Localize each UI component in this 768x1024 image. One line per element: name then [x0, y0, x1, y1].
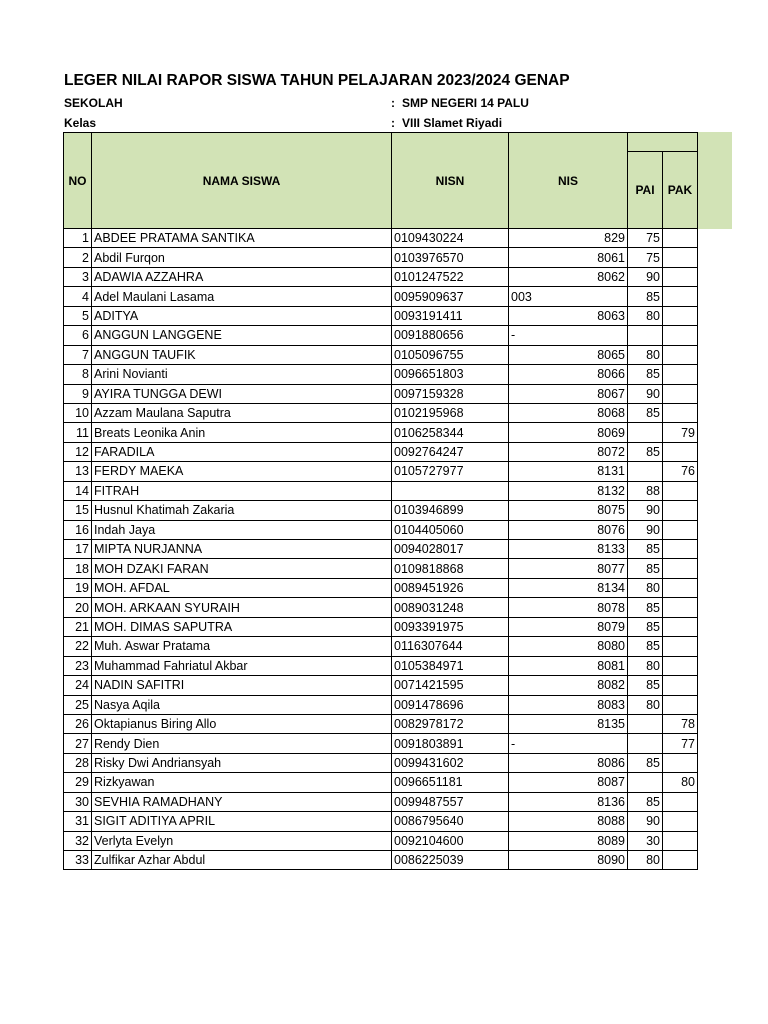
- nis-cell: 8082: [509, 676, 628, 695]
- nisn-cell: 0092764247: [392, 442, 509, 461]
- nis-cell: 8077: [509, 559, 628, 578]
- column-header-nisn: NISN: [392, 133, 509, 229]
- student-name-cell: Husnul Khatimah Zakaria: [92, 501, 392, 520]
- table-row: [64, 656, 698, 675]
- pai-score-cell: 80: [628, 656, 663, 675]
- row-number-cell: 1: [64, 229, 92, 248]
- row-number-cell: 12: [64, 442, 92, 461]
- pai-score-cell: [628, 734, 663, 753]
- table-row: [64, 306, 698, 325]
- student-name-cell: FITRAH: [92, 481, 392, 500]
- pai-score-cell: 85: [628, 753, 663, 772]
- pak-score-cell: [663, 540, 698, 559]
- nis-cell: 8063: [509, 306, 628, 325]
- table-row: [64, 812, 698, 831]
- row-number-cell: 29: [64, 773, 92, 792]
- nis-cell: 8076: [509, 520, 628, 539]
- student-name-cell: Risky Dwi Andriansyah: [92, 753, 392, 772]
- student-name-cell: Muh. Aswar Pratama: [92, 637, 392, 656]
- pai-score-cell: 90: [628, 384, 663, 403]
- pak-score-cell: [663, 559, 698, 578]
- pak-score-cell: [663, 578, 698, 597]
- class-colon: :: [391, 116, 395, 130]
- nisn-cell: 0092104600: [392, 831, 509, 850]
- row-number-cell: 20: [64, 598, 92, 617]
- nisn-cell: 0091478696: [392, 695, 509, 714]
- row-number-cell: 6: [64, 326, 92, 345]
- nis-cell: -: [509, 326, 628, 345]
- nis-cell: 8069: [509, 423, 628, 442]
- student-name-cell: ADAWIA AZZAHRA: [92, 267, 392, 286]
- student-name-cell: ANGGUN TAUFIK: [92, 345, 392, 364]
- pai-score-cell: 90: [628, 812, 663, 831]
- school-value-line: [391, 96, 529, 110]
- pai-score-cell: 80: [628, 578, 663, 597]
- table-row: [64, 714, 698, 733]
- nis-cell: 8065: [509, 345, 628, 364]
- pai-score-cell: 85: [628, 676, 663, 695]
- pak-score-cell: [663, 345, 698, 364]
- pak-score-cell: [663, 753, 698, 772]
- table-row: [64, 578, 698, 597]
- table-row: [64, 248, 698, 267]
- table-row: [64, 345, 698, 364]
- pak-score-cell: [663, 267, 698, 286]
- student-name-cell: Oktapianus Biring Allo: [92, 714, 392, 733]
- nisn-cell: 0109818868: [392, 559, 509, 578]
- student-name-cell: Abdil Furqon: [92, 248, 392, 267]
- nis-cell: 8135: [509, 714, 628, 733]
- nisn-cell: [392, 481, 509, 500]
- nisn-cell: 0089031248: [392, 598, 509, 617]
- pai-score-cell: 85: [628, 559, 663, 578]
- class-value-line: [391, 116, 502, 130]
- pak-score-cell: [663, 520, 698, 539]
- nisn-cell: 0094028017: [392, 540, 509, 559]
- student-name-cell: MIPTA NURJANNA: [92, 540, 392, 559]
- pai-score-cell: [628, 714, 663, 733]
- pak-score-cell: [663, 656, 698, 675]
- row-number-cell: 14: [64, 481, 92, 500]
- pai-score-cell: 85: [628, 598, 663, 617]
- row-number-cell: 2: [64, 248, 92, 267]
- pai-score-cell: 85: [628, 287, 663, 306]
- nis-cell: 8090: [509, 851, 628, 870]
- pak-score-cell: [663, 617, 698, 636]
- row-number-cell: 24: [64, 676, 92, 695]
- table-row: [64, 734, 698, 753]
- student-name-cell: NADIN SAFITRI: [92, 676, 392, 695]
- table-row: [64, 384, 698, 403]
- table-row: [64, 326, 698, 345]
- pai-score-cell: 85: [628, 365, 663, 384]
- table-body: [64, 229, 698, 870]
- table-row: [64, 831, 698, 850]
- column-header-no: NO: [64, 133, 92, 229]
- pak-score-cell: [663, 501, 698, 520]
- nis-cell: 8061: [509, 248, 628, 267]
- nis-cell: -: [509, 734, 628, 753]
- pak-score-cell: [663, 365, 698, 384]
- nis-cell: 8078: [509, 598, 628, 617]
- table-row: [64, 617, 698, 636]
- nis-cell: 8080: [509, 637, 628, 656]
- table-row: [64, 403, 698, 422]
- student-name-cell: ABDEE PRATAMA SANTIKA: [92, 229, 392, 248]
- nisn-cell: 0105384971: [392, 656, 509, 675]
- pak-score-cell: [663, 695, 698, 714]
- table-row: [64, 423, 698, 442]
- pak-score-cell: [663, 403, 698, 422]
- pai-score-cell: [628, 462, 663, 481]
- table-row: [64, 676, 698, 695]
- nisn-cell: 0086225039: [392, 851, 509, 870]
- row-number-cell: 4: [64, 287, 92, 306]
- row-number-cell: 8: [64, 365, 92, 384]
- nis-cell: 8133: [509, 540, 628, 559]
- table-row: [64, 229, 698, 248]
- nis-cell: 8081: [509, 656, 628, 675]
- nis-cell: 8087: [509, 773, 628, 792]
- nis-cell: 8132: [509, 481, 628, 500]
- nis-cell: 8136: [509, 792, 628, 811]
- pai-score-cell: 90: [628, 501, 663, 520]
- nisn-cell: 0093191411: [392, 306, 509, 325]
- nisn-cell: 0097159328: [392, 384, 509, 403]
- nisn-cell: 0104405060: [392, 520, 509, 539]
- student-name-cell: MOH DZAKI FARAN: [92, 559, 392, 578]
- table-row: [64, 520, 698, 539]
- row-number-cell: 30: [64, 792, 92, 811]
- table-row: [64, 442, 698, 461]
- table-row: [64, 753, 698, 772]
- row-number-cell: 10: [64, 403, 92, 422]
- student-name-cell: FARADILA: [92, 442, 392, 461]
- column-header-nis: NIS: [509, 133, 628, 229]
- table-row: [64, 501, 698, 520]
- pak-score-cell: [663, 812, 698, 831]
- pai-score-cell: 85: [628, 617, 663, 636]
- nisn-cell: 0091880656: [392, 326, 509, 345]
- nis-cell: 8088: [509, 812, 628, 831]
- pai-score-cell: 80: [628, 695, 663, 714]
- pak-score-cell: [663, 229, 698, 248]
- pak-score-cell: 76: [663, 462, 698, 481]
- pak-score-cell: [663, 481, 698, 500]
- school-label: SEKOLAH: [64, 96, 123, 110]
- student-name-cell: MOH. ARKAAN SYURAIH: [92, 598, 392, 617]
- pai-score-cell: [628, 773, 663, 792]
- pak-score-cell: [663, 442, 698, 461]
- row-number-cell: 19: [64, 578, 92, 597]
- nisn-cell: 0093391975: [392, 617, 509, 636]
- table-row: [64, 365, 698, 384]
- pak-score-cell: 79: [663, 423, 698, 442]
- student-name-cell: Rendy Dien: [92, 734, 392, 753]
- nis-cell: 8134: [509, 578, 628, 597]
- pak-score-cell: 80: [663, 773, 698, 792]
- row-number-cell: 31: [64, 812, 92, 831]
- student-name-cell: FERDY MAEKA: [92, 462, 392, 481]
- nisn-cell: 0091803891: [392, 734, 509, 753]
- table-row: [64, 267, 698, 286]
- row-number-cell: 17: [64, 540, 92, 559]
- pai-score-cell: 75: [628, 229, 663, 248]
- document-title: LEGER NILAI RAPOR SISWA TAHUN PELAJARAN 2023/2024 GENAP: [64, 72, 570, 89]
- nisn-cell: 0095909637: [392, 287, 509, 306]
- nis-cell: 8072: [509, 442, 628, 461]
- row-number-cell: 9: [64, 384, 92, 403]
- row-number-cell: 27: [64, 734, 92, 753]
- pai-score-cell: 85: [628, 792, 663, 811]
- nisn-cell: 0099431602: [392, 753, 509, 772]
- student-name-cell: ANGGUN LANGGENE: [92, 326, 392, 345]
- student-name-cell: Indah Jaya: [92, 520, 392, 539]
- pak-score-cell: [663, 598, 698, 617]
- table-row: [64, 792, 698, 811]
- nisn-cell: 0101247522: [392, 267, 509, 286]
- row-number-cell: 5: [64, 306, 92, 325]
- nisn-cell: 0103946899: [392, 501, 509, 520]
- row-number-cell: 13: [64, 462, 92, 481]
- student-name-cell: MOH. DIMAS SAPUTRA: [92, 617, 392, 636]
- nis-cell: 8066: [509, 365, 628, 384]
- nis-cell: 8083: [509, 695, 628, 714]
- school-colon: :: [391, 96, 395, 110]
- table-row: [64, 851, 698, 870]
- nis-cell: 8068: [509, 403, 628, 422]
- table-row: [64, 287, 698, 306]
- nisn-cell: 0116307644: [392, 637, 509, 656]
- nisn-cell: 0071421595: [392, 676, 509, 695]
- student-name-cell: Zulfikar Azhar Abdul: [92, 851, 392, 870]
- pai-score-cell: [628, 326, 663, 345]
- pai-score-cell: 90: [628, 520, 663, 539]
- row-number-cell: 22: [64, 637, 92, 656]
- column-header-pai: PAI: [628, 152, 663, 229]
- pai-score-cell: 90: [628, 267, 663, 286]
- nisn-cell: 0109430224: [392, 229, 509, 248]
- subject-group-header: [628, 133, 698, 152]
- student-name-cell: Azzam Maulana Saputra: [92, 403, 392, 422]
- student-name-cell: ADITYA: [92, 306, 392, 325]
- pai-score-cell: 30: [628, 831, 663, 850]
- nisn-cell: 0103976570: [392, 248, 509, 267]
- student-name-cell: Nasya Aqila: [92, 695, 392, 714]
- nisn-cell: 0096651181: [392, 773, 509, 792]
- row-number-cell: 28: [64, 753, 92, 772]
- class-label: Kelas: [64, 116, 97, 130]
- pai-score-cell: 85: [628, 403, 663, 422]
- pak-score-cell: [663, 831, 698, 850]
- pak-score-cell: [663, 306, 698, 325]
- nisn-cell: 0089451926: [392, 578, 509, 597]
- row-number-cell: 3: [64, 267, 92, 286]
- pak-score-cell: [663, 637, 698, 656]
- pai-score-cell: 85: [628, 442, 663, 461]
- pak-score-cell: [663, 326, 698, 345]
- student-name-cell: Muhammad Fahriatul Akbar: [92, 656, 392, 675]
- pai-score-cell: 75: [628, 248, 663, 267]
- table-row: [64, 559, 698, 578]
- pai-score-cell: 85: [628, 637, 663, 656]
- school-value: SMP NEGERI 14 PALU: [402, 96, 529, 110]
- class-value: VIII Slamet Riyadi: [402, 116, 503, 130]
- student-name-cell: AYIRA TUNGGA DEWI: [92, 384, 392, 403]
- nis-cell: 8089: [509, 831, 628, 850]
- pak-score-cell: [663, 676, 698, 695]
- student-name-cell: SIGIT ADITIYA APRIL: [92, 812, 392, 831]
- nisn-cell: 0082978172: [392, 714, 509, 733]
- pak-score-cell: [663, 384, 698, 403]
- nisn-cell: 0102195968: [392, 403, 509, 422]
- pak-score-cell: 77: [663, 734, 698, 753]
- pai-score-cell: 80: [628, 306, 663, 325]
- pai-score-cell: 80: [628, 851, 663, 870]
- nisn-cell: 0106258344: [392, 423, 509, 442]
- nis-cell: 829: [509, 229, 628, 248]
- nis-cell: 8062: [509, 267, 628, 286]
- row-number-cell: 32: [64, 831, 92, 850]
- row-number-cell: 11: [64, 423, 92, 442]
- nis-cell: 8086: [509, 753, 628, 772]
- table-row: [64, 695, 698, 714]
- pai-score-cell: 80: [628, 345, 663, 364]
- pai-score-cell: [628, 423, 663, 442]
- student-name-cell: MOH. AFDAL: [92, 578, 392, 597]
- student-name-cell: Arini Novianti: [92, 365, 392, 384]
- table-row: [64, 462, 698, 481]
- student-name-cell: Breats Leonika Anin: [92, 423, 392, 442]
- row-number-cell: 25: [64, 695, 92, 714]
- nis-cell: 8079: [509, 617, 628, 636]
- table-row: [64, 773, 698, 792]
- column-header-name: NAMA SISWA: [92, 133, 392, 229]
- table-row: [64, 637, 698, 656]
- grades-table: [63, 132, 698, 870]
- nis-cell: 003: [509, 287, 628, 306]
- nisn-cell: 0086795640: [392, 812, 509, 831]
- row-number-cell: 15: [64, 501, 92, 520]
- student-name-cell: SEVHIA RAMADHANY: [92, 792, 392, 811]
- table-row: [64, 540, 698, 559]
- pak-score-cell: 78: [663, 714, 698, 733]
- row-number-cell: 33: [64, 851, 92, 870]
- nisn-cell: 0096651803: [392, 365, 509, 384]
- nis-cell: 8067: [509, 384, 628, 403]
- row-number-cell: 18: [64, 559, 92, 578]
- row-number-cell: 16: [64, 520, 92, 539]
- nis-cell: 8075: [509, 501, 628, 520]
- column-header-pak: PAK: [663, 152, 698, 229]
- row-number-cell: 7: [64, 345, 92, 364]
- nisn-cell: 0105096755: [392, 345, 509, 364]
- student-name-cell: Rizkyawan: [92, 773, 392, 792]
- nisn-cell: 0105727977: [392, 462, 509, 481]
- pai-score-cell: 88: [628, 481, 663, 500]
- pak-score-cell: [663, 287, 698, 306]
- row-number-cell: 26: [64, 714, 92, 733]
- student-name-cell: Adel Maulani Lasama: [92, 287, 392, 306]
- pak-score-cell: [663, 792, 698, 811]
- table-row: [64, 481, 698, 500]
- pai-score-cell: 85: [628, 540, 663, 559]
- pak-score-cell: [663, 248, 698, 267]
- nisn-cell: 0099487557: [392, 792, 509, 811]
- pak-score-cell: [663, 851, 698, 870]
- row-number-cell: 21: [64, 617, 92, 636]
- student-name-cell: Verlyta Evelyn: [92, 831, 392, 850]
- row-number-cell: 23: [64, 656, 92, 675]
- nis-cell: 8131: [509, 462, 628, 481]
- table-row: [64, 598, 698, 617]
